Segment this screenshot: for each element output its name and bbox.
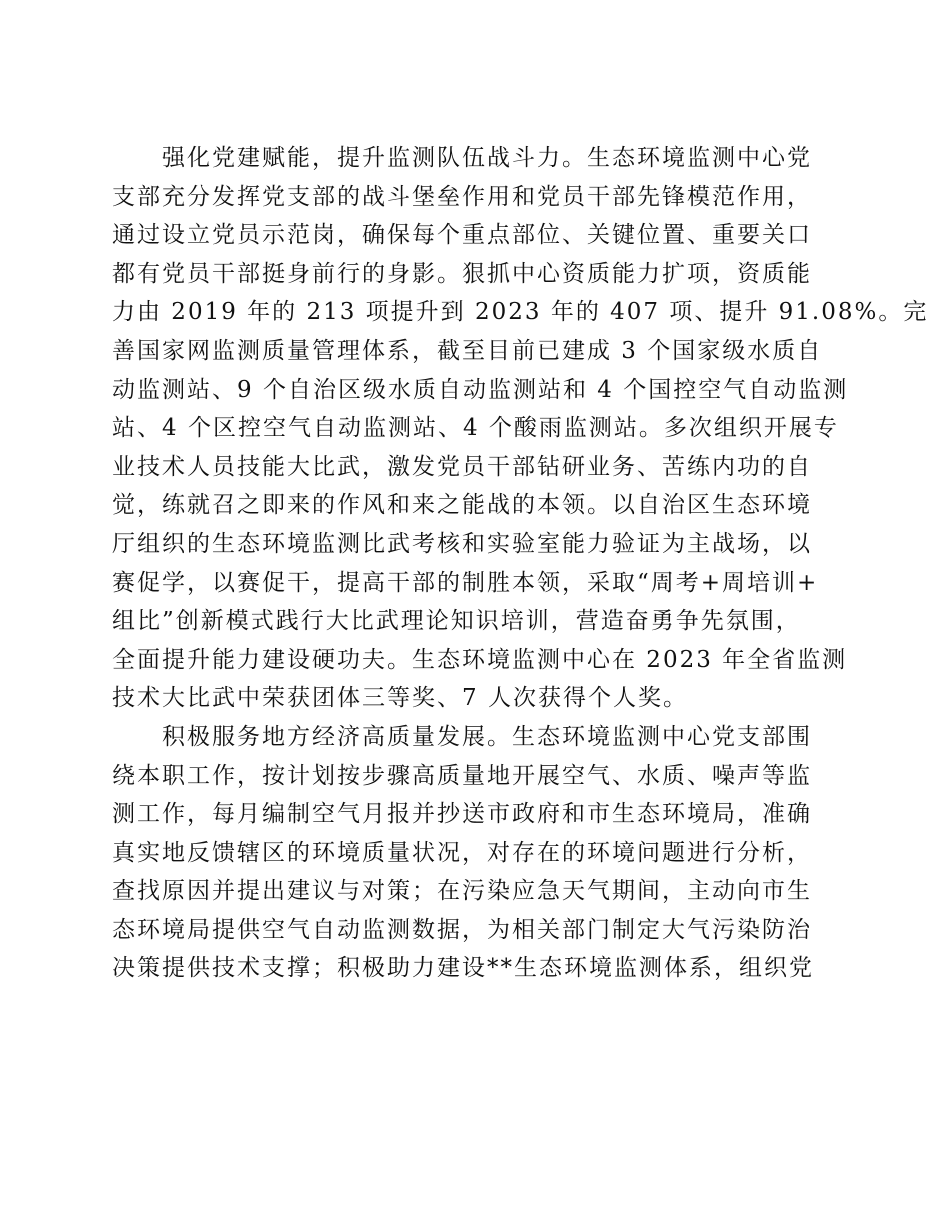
text-line: 站、4 个区控空气自动监测站、4 个酸雨监测站。多次组织开展专 — [112, 415, 839, 442]
text-line: 积极服务地方经济高质量发展。生态环境监测中心党支部围 — [112, 723, 812, 750]
text-line: 决策提供技术支撑；积极助力建设**生态环境监测体系，组织党 — [112, 955, 814, 982]
text-line: 绕本职工作，按计划按步骤高质量地开展空气、水质、噪声等监 — [112, 762, 812, 789]
text-line: 善国家网监测质量管理体系，截至目前已建成 3 个国家级水质自 — [112, 337, 823, 364]
text-line: 支部充分发挥党支部的战斗堡垒作用和党员干部先锋模范作用， — [112, 183, 812, 210]
text-line: 觉，练就召之即来的作风和来之能战的本领。以自治区生态环境 — [112, 492, 812, 519]
text-line: 都有党员干部挺身前行的身影。狠抓中心资质能力扩项，资质能 — [112, 260, 812, 287]
text-line: 技术大比武中荣获团体三等奖、7 人次获得个人奖。 — [112, 685, 688, 712]
text-line: 通过设立党员示范岗，确保每个重点部位、关键位置、重要关口 — [112, 222, 812, 249]
text-line: 查找原因并提出建议与对策；在污染应急天气期间，主动向市生 — [112, 878, 812, 905]
text-line: 真实地反馈辖区的环境质量状况，对存在的环境问题进行分析， — [112, 839, 812, 866]
text-line: 测工作，每月编制空气月报并抄送市政府和市生态环境局，准确 — [112, 801, 812, 828]
text-line: 动监测站、9 个自治区级水质自动监测站和 4 个国控空气自动监测 — [112, 376, 849, 403]
text-line: 厅组织的生态环境监测比武考核和实验室能力验证为主战场，以 — [112, 530, 812, 557]
paragraph-economic-development — [112, 718, 832, 988]
text-line: 强化党建赋能，提升监测队伍战斗力。生态环境监测中心党 — [112, 145, 812, 171]
paragraph-party-building — [112, 139, 929, 718]
document-body — [112, 139, 929, 988]
text-line: 赛促学，以赛促干，提高干部的制胜本领，采取“周考+周培训+ — [112, 569, 819, 596]
text-line: 业技术人员技能大比武，激发党员干部钻研业务、苦练内功的自 — [112, 453, 812, 480]
text-line: 力由 2019 年的 213 项提升到 2023 年的 407 项、提升 91.08%。完 — [112, 299, 929, 326]
text-line: 组比”创新模式践行大比武理论知识培训，营造奋勇争先氛围， — [112, 608, 801, 635]
text-line: 全面提升能力建设硬功夫。生态环境监测中心在 2023 年全省监测 — [112, 646, 848, 673]
text-line: 态环境局提供空气自动监测数据，为相关部门制定大气污染防治 — [112, 916, 812, 943]
